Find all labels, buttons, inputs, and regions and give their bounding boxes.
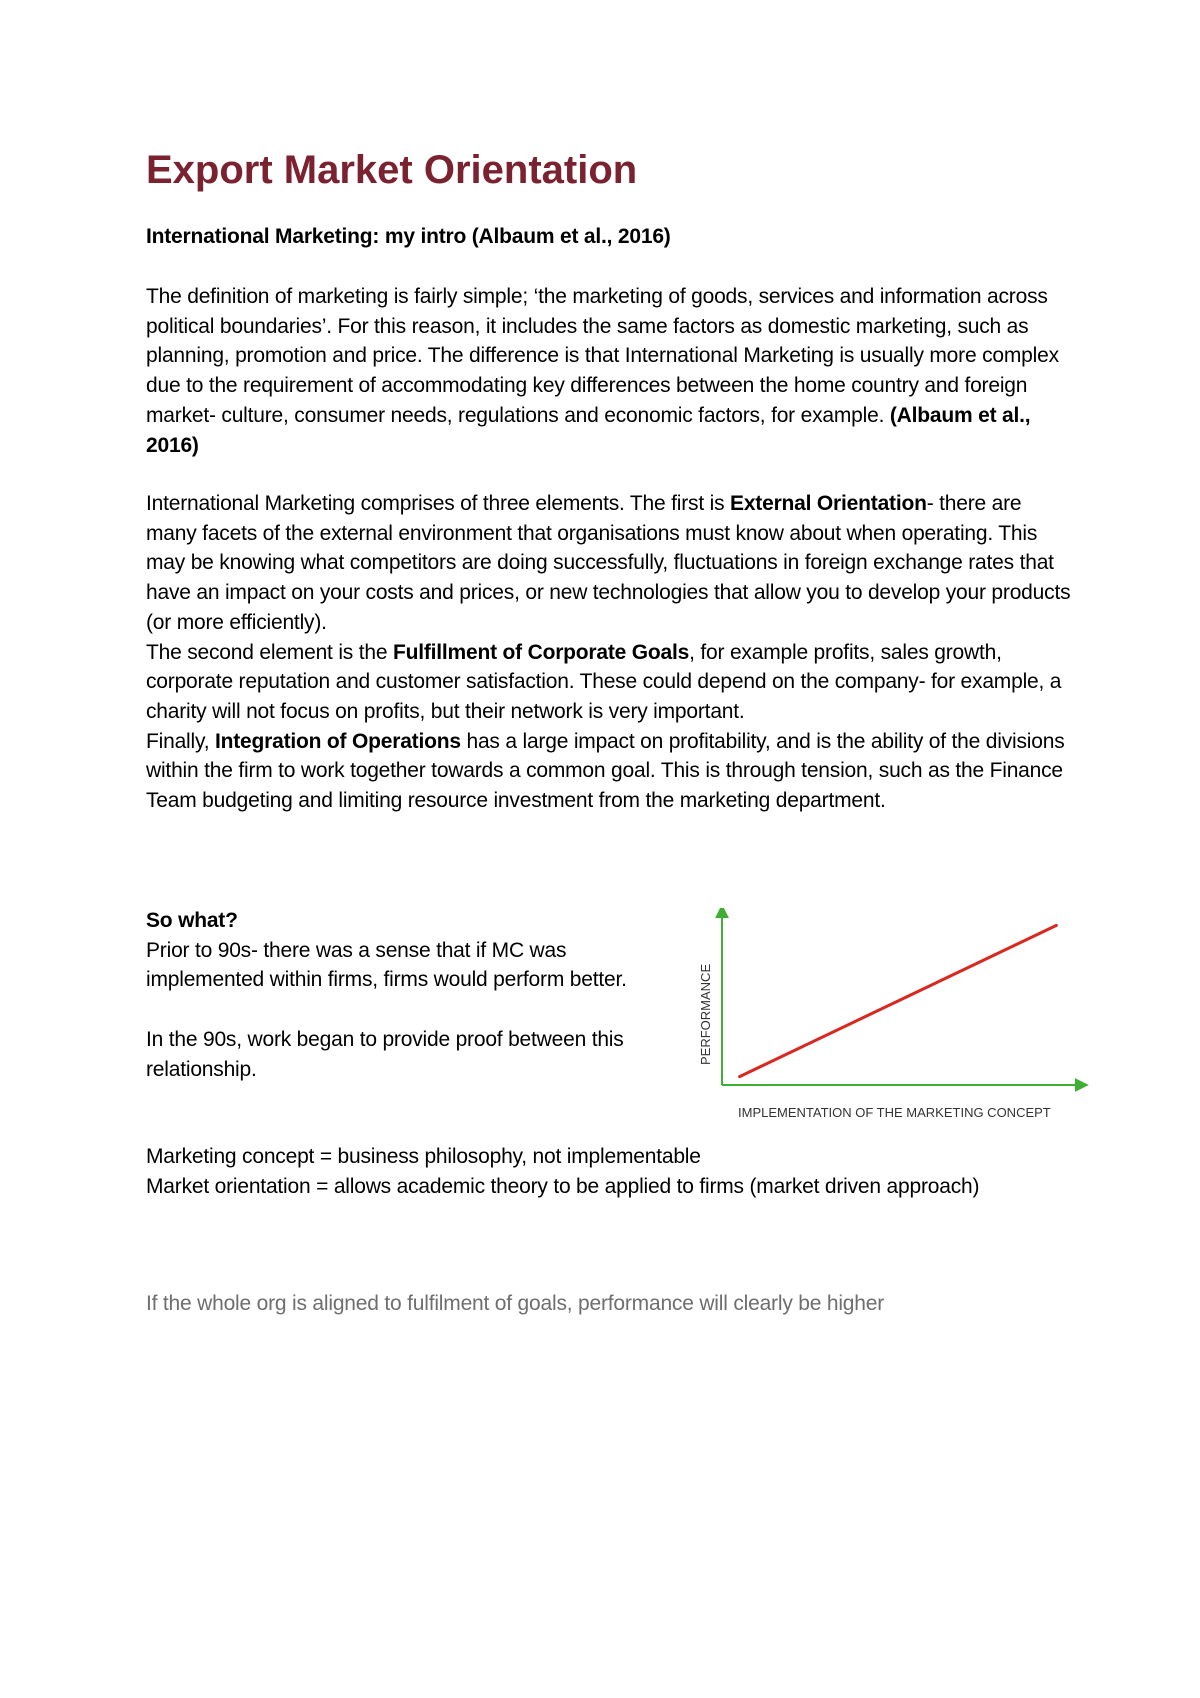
definition-citation: (Albaum et al., 2016) xyxy=(146,403,1031,457)
element-3-term: Integration of Operations xyxy=(215,729,461,753)
section-subheading: International Marketing: my intro (Albaum et al., 2016) xyxy=(146,225,671,248)
element-1-term: External Orientation xyxy=(730,492,927,515)
element-2-detail: , for example profits, sales growth, corporate reputation and customer satisfaction. These could depend on the company- for example, a charity will not focus on profits, but their network is very important. xyxy=(146,640,1062,723)
so-what-line-2: In the 90s, work began to provide proof between this relationship. xyxy=(146,1027,624,1081)
performance-chart xyxy=(690,908,1110,1128)
y-axis-label: PERFORMANCE xyxy=(698,963,713,1065)
element-3-intro: Finally, xyxy=(146,729,215,753)
so-what-heading xyxy=(146,906,666,936)
definition-marketing-concept: Marketing concept = business philosophy, not implementable xyxy=(146,1145,701,1168)
x-axis-label: IMPLEMENTATION OF THE MARKETING CONCEPT xyxy=(738,1105,1051,1120)
element-external-orientation xyxy=(146,489,1076,638)
definition-market-orientation: Market orientation = allows academic theory to be applied to firms (market driven approach) xyxy=(146,1174,980,1198)
so-what-section xyxy=(146,906,666,1084)
page-title: Export Market Orientation xyxy=(146,148,638,192)
paragraph-three-elements xyxy=(146,489,1076,816)
series-line-segment xyxy=(740,925,1057,1076)
element-2-term: Fulfillment of Corporate Goals xyxy=(392,640,690,664)
element-integration-operations xyxy=(146,727,1076,816)
element-1-intro: International Marketing comprises of three elements. The first is xyxy=(146,492,731,515)
definitions-section xyxy=(146,1142,1076,1201)
element-1-detail: - there are many facets of the external environment that organisations must know about when operating. This may be knowing what competitors are doing successfully, fluctuations in foreign exchange rates that have an impact on your costs and prices, or new technologies that allow you to develop your products (or more efficiently). xyxy=(146,492,1071,634)
definition-text: The definition of marketing is fairly simple; ‘the marketing of goods, services and information across political boundaries’. For this reason, it includes the same factors as domestic marketing, such as planning, promotion and price. The difference is that International Marketing is usually more complex due to the requirement of accommodating key differences between the home country and foreign market- culture, consumer needs, regulations and economic factors, for example. xyxy=(146,285,1059,427)
paragraph-definition xyxy=(146,282,1076,460)
paragraph-definition-text xyxy=(146,282,1076,460)
so-what-line-1: Prior to 90s- there was a sense that if MC was implemented within firms, firms would perform better. xyxy=(146,938,627,992)
element-2-intro: The second element is the xyxy=(146,640,393,664)
spacer xyxy=(146,995,666,1025)
chart-root xyxy=(698,908,1086,1120)
element-3-detail: has a large impact on profitability, and is the ability of the divisions within the firm to work together towards a common goal. This is through tension, such as the Finance Team budgeting and limiting resource investment from the marketing department. xyxy=(146,729,1065,813)
element-corporate-goals xyxy=(146,638,1076,727)
closing-note: If the whole org is aligned to fulfilment of goals, performance will clearly be higher xyxy=(146,1292,885,1315)
so-what-heading-text: So what? xyxy=(146,909,238,932)
